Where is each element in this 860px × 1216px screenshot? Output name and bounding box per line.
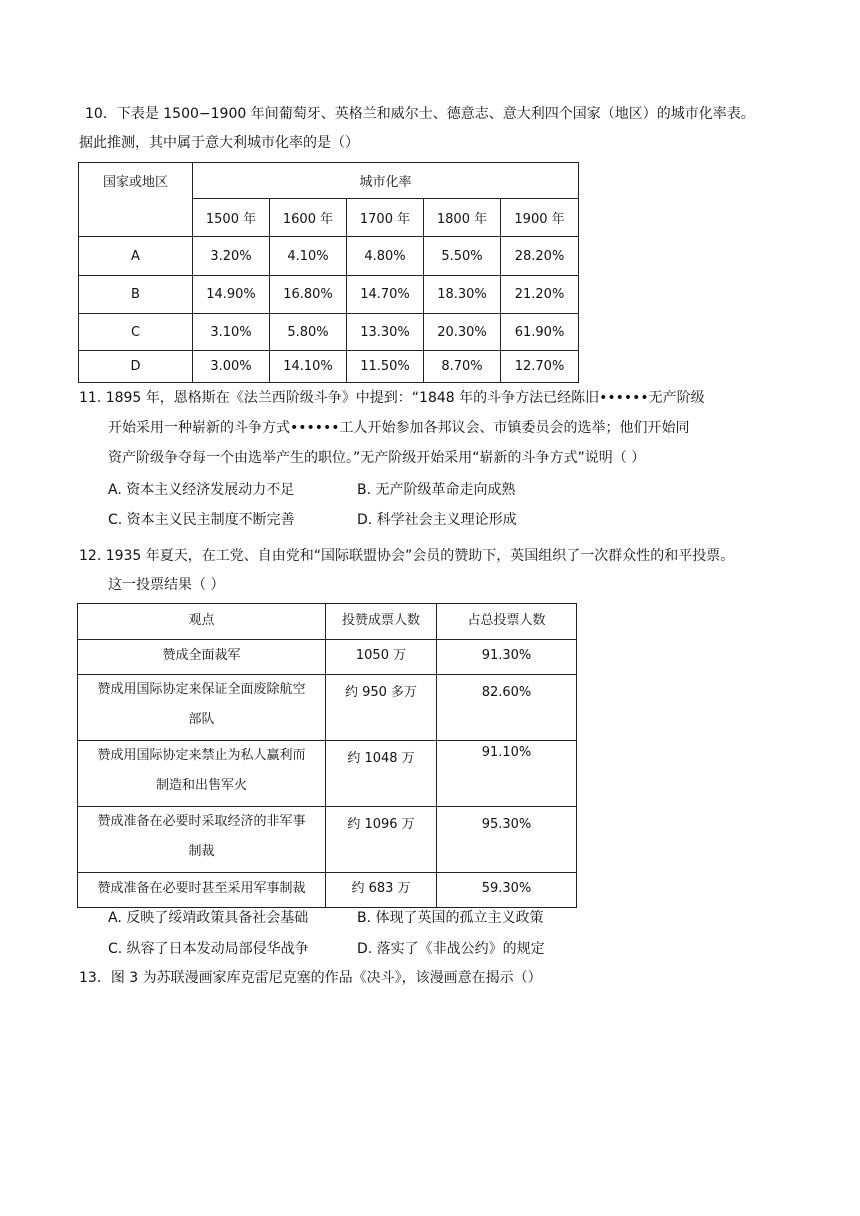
q11-stem-line2: 开始采用一种崭新的斗争方式••••••工人开始参加各邦议会、市镇委员会的选举；他们开始同 (108, 420, 690, 436)
percent-cell: 82.60% (437, 675, 577, 741)
row-label: A (79, 237, 193, 276)
table-row (79, 314, 579, 351)
header-year: 1900 年 (501, 199, 579, 237)
table-row (78, 640, 577, 675)
urbanization-table (78, 162, 579, 383)
header-year: 1700 年 (347, 199, 424, 237)
cell-value: 3.20% (193, 237, 270, 276)
header-year: 1600 年 (270, 199, 347, 237)
q12-stem-line2: 这一投票结果（ ） (108, 577, 225, 593)
cell-value: 3.10% (193, 314, 270, 351)
cell-value: 4.10% (270, 237, 347, 276)
q12-option-a[interactable]: A. 反映了绥靖政策具备社会基础 (108, 910, 309, 926)
q11-stem-line1: 11. 1895 年，恩格斯在《法兰西阶级斗争》中提到：“1848 年的斗争方法已经陈旧••••••无产阶级 (79, 390, 705, 406)
view-cell (78, 807, 326, 873)
view-text: 赞成准备在必要时甚至采用军事制裁 (97, 881, 306, 896)
view-text: 赞成全面裁军 (162, 648, 241, 663)
q11-stem-line3: 资产阶级争夺每一个由选举产生的职位。”无产阶级开始采用“崭新的斗争方式”说明（ ） (108, 450, 646, 466)
cell-value: 16.80% (270, 276, 347, 314)
q11-option-b[interactable]: B. 无产阶级革命走向成熟 (357, 482, 516, 498)
cell-value: 13.30% (347, 314, 424, 351)
header-urbanization: 城市化率 (193, 163, 579, 199)
view-text: 赞成用国际协定来保证全面废除航空 (97, 682, 306, 697)
count-cell: 1050 万 (326, 640, 437, 675)
view-cell (78, 873, 326, 908)
percent-cell: 91.30% (437, 640, 577, 675)
view-text: 赞成准备在必要时采取经济的非军事 (97, 814, 306, 829)
cell-value: 3.00% (193, 351, 270, 383)
q12-option-b[interactable]: B. 体现了英国的孤立主义政策 (357, 910, 544, 926)
q11-option-a[interactable]: A. 资本主义经济发展动力不足 (108, 482, 295, 498)
table-row (79, 237, 579, 276)
peace-ballot-table (77, 603, 577, 908)
cell-value: 14.90% (193, 276, 270, 314)
header-year: 1800 年 (424, 199, 501, 237)
header-view: 观点 (78, 604, 326, 640)
header-year: 1500 年 (193, 199, 270, 237)
view-text: 制造和出售军火 (155, 778, 247, 793)
cell-value: 14.10% (270, 351, 347, 383)
view-text: 部队 (188, 712, 215, 727)
q11-option-c[interactable]: C. 资本主义民主制度不断完善 (108, 512, 295, 528)
table-row (78, 675, 577, 741)
cell-value: 61.90% (501, 314, 579, 351)
count-cell: 约 683 万 (326, 873, 437, 908)
cell-value: 11.50% (347, 351, 424, 383)
q12-stem-line1: 12. 1935 年夏天，在工党、自由党和“国际联盟协会”会员的赞助下，英国组织了一次群众性的和平投票。 (79, 548, 735, 564)
header-count: 投赞成票人数 (326, 604, 437, 640)
cell-value: 8.70% (424, 351, 501, 383)
q10-stem-line2: 据此推测，其中属于意大利城市化率的是（） (79, 135, 359, 151)
count-cell: 约 1048 万 (326, 741, 437, 807)
view-text: 赞成用国际协定来禁止为私人赢利而 (97, 748, 306, 763)
view-cell (78, 675, 326, 741)
cell-value: 20.30% (424, 314, 501, 351)
cell-value: 5.80% (270, 314, 347, 351)
cell-value: 18.30% (424, 276, 501, 314)
row-label: B (79, 276, 193, 314)
q12-option-d[interactable]: D. 落实了《非战公约》的规定 (357, 941, 545, 957)
header-percent: 占总投票人数 (437, 604, 577, 640)
view-cell (78, 741, 326, 807)
q13-stem-line1: 13．图 3 为苏联漫画家库克雷尼克塞的作品《决斗》，该漫画意在揭示（） (79, 970, 542, 986)
cell-value: 28.20% (501, 237, 579, 276)
cell-value: 14.70% (347, 276, 424, 314)
percent-cell: 59.30% (437, 873, 577, 908)
table-row (78, 807, 577, 873)
row-label: C (79, 314, 193, 351)
view-cell (78, 640, 326, 675)
count-cell: 约 1096 万 (326, 807, 437, 873)
table-row (79, 351, 579, 383)
q11-option-d[interactable]: D. 科学社会主义理论形成 (357, 512, 517, 528)
percent-cell: 91.10% (437, 741, 577, 807)
cell-value: 4.80% (347, 237, 424, 276)
cell-value: 21.20% (501, 276, 579, 314)
table-row (78, 741, 577, 807)
q12-option-c[interactable]: C. 纵容了日本发动局部侵华战争 (108, 941, 309, 957)
row-label: D (79, 351, 193, 383)
percent-cell: 95.30% (437, 807, 577, 873)
view-text: 制裁 (188, 844, 215, 859)
header-country: 国家或地区 (79, 163, 193, 237)
table-row (79, 276, 579, 314)
q10-stem-line1: 10．下表是 1500−1900 年间葡萄牙、英格兰和威尔士、德意志、意大利四个国家（地区）的城市化率表。 (85, 106, 755, 122)
cell-value: 5.50% (424, 237, 501, 276)
count-cell: 约 950 多万 (326, 675, 437, 741)
cell-value: 12.70% (501, 351, 579, 383)
table-row (78, 873, 577, 908)
